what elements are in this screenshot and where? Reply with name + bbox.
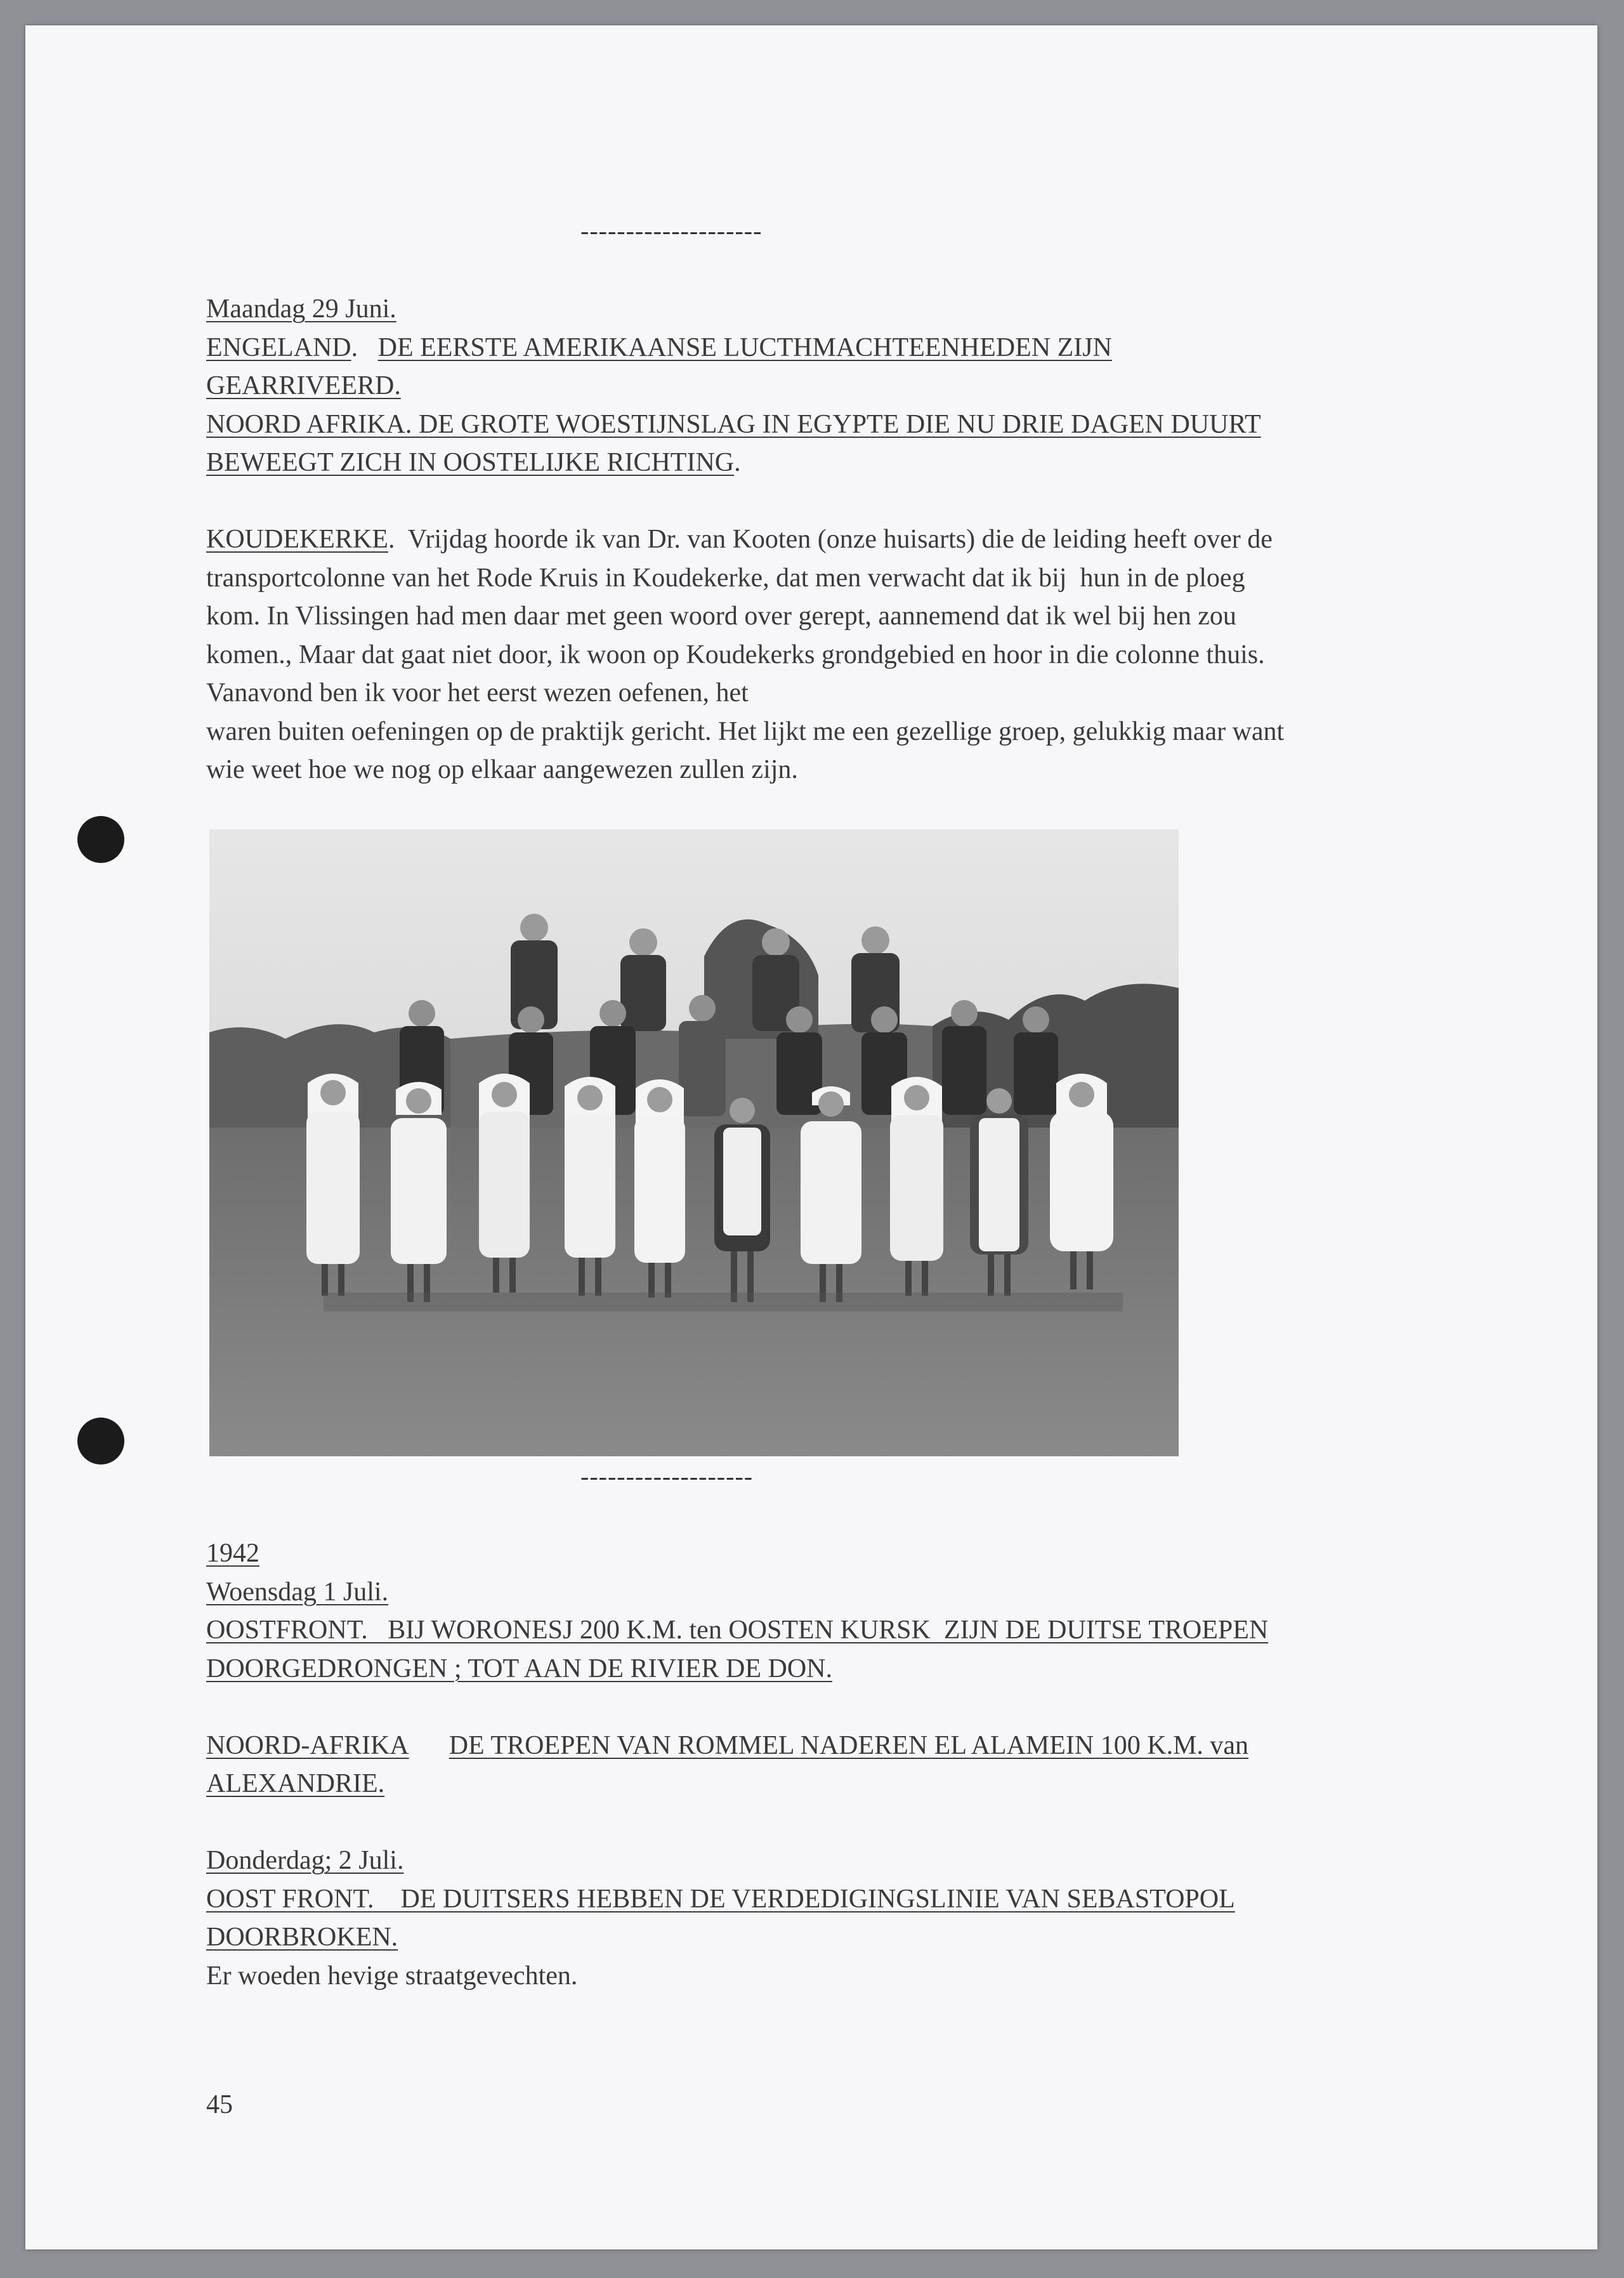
headline-noord-afrika-cont: ALEXANDRIE.	[206, 1769, 385, 1798]
paragraph-line: kom. In Vlissingen had men daar met geen woord over gerept, aannemend dat ik wel bij hen zou	[206, 602, 1236, 631]
headline-noord-afrika-cont: BEWEEGT ZICH IN OOSTELIJKE RICHTING	[206, 448, 735, 477]
entry-date: Woensdag 1 Juli.	[206, 1577, 389, 1607]
entry-year: 1942	[206, 1539, 259, 1568]
headline-oost-front-cont: DOORBROKEN.	[206, 1923, 398, 1952]
punch-hole-top	[77, 816, 124, 863]
headline-engeland: DE EERSTE AMERIKAANSE LUCTHMACHTEENHEDEN ZIJN	[377, 332, 1112, 362]
headline-engeland-cont: GEARRIVEERD.	[206, 371, 401, 400]
headline-oost-front: OOST FRONT. DE DUITSERS HEBBEN DE VERDEDIGINGSLINIE VAN SEBASTOPOL	[206, 1884, 1235, 1914]
page-number: 45	[206, 2090, 233, 2119]
separator-mid: -------------------	[580, 1462, 754, 1491]
headline-label-engeland: ENGELAND	[206, 332, 351, 362]
separator-top: --------------------	[580, 216, 763, 245]
paragraph-line: Vanavond ben ik voor het eerst wezen oefenen, het	[206, 678, 749, 708]
group-photograph	[209, 829, 1179, 1456]
entry-date: Donderdag; 2 Juli.	[206, 1846, 404, 1875]
paragraph-line: Vrijdag hoorde ik van Dr. van Kooten (onze huisarts) die de leiding heeft over de	[395, 525, 1273, 554]
paragraph-line: waren buiten oefeningen op de praktijk gericht. Het lijkt me een gezellige groep, gelukkig maar want	[206, 716, 1285, 746]
entry-june-29: Maandag 29 Juni. ENGELAND. DE EERSTE AMERIKAANSE LUCTHMACHTEENHEDEN ZIJN GEARRIVEERD. NOORD AFRIKA. DE GROTE WOESTIJNSLAG IN EGYPTE DIE NU DRIE DAGEN DUURT BEWEEGT ZICH IN OOSTELIJKE RICHTING. KOUDEKERKE. Vrijdag hoorde ik van Dr. van Kooten (onze huisarts) die de leiding heeft over de transportcolonne van het Rode Kruis in Koudekerke, dat men verwacht dat ik bij hun in de ploeg kom. In Vlissingen had men daar met geen woord over gerept, aannemend dat ik wel bij hen zou komen., Maar dat gaat niet door, ik woon op Koudekerks grondgebied en hoor in die colonne thuis. Vanavond ben ik voor het eerst wezen oefenen, het waren buiten oefeningen op de praktijk gericht. Het lijkt me een gezellige groep, gelukkig maar want wie weet hoe we nog op elkaar aangewezen zullen zijn.	[206, 290, 1424, 789]
headline-noord-afrika: NOORD AFRIKA. DE GROTE WOESTIJNSLAG IN EGYPTE DIE NU DRIE DAGEN DUURT	[206, 409, 1261, 439]
paragraph-line: transportcolonne van het Rode Kruis in Koudekerke, dat men verwacht dat ik bij hun in de ploeg	[206, 563, 1245, 593]
paragraph-line: wie weet hoe we nog op elkaar aangewezen zullen zijn.	[206, 755, 798, 784]
headline-oostfront-cont: DOORGEDRONGEN ; TOT AAN DE RIVIER DE DON.	[206, 1654, 832, 1683]
entry-july-1942	[206, 1534, 1424, 1995]
entry-date: Maandag 29 Juni.	[206, 294, 396, 324]
headline-label-noord-afrika: NOORD-AFRIKA	[206, 1730, 409, 1760]
paragraph-line: komen., Maar dat gaat niet door, ik woon op Koudekerks grondgebied en hoor in die colonne thuis.	[206, 640, 1265, 669]
headline-oostfront: OOSTFRONT. BIJ WORONESJ 200 K.M. ten OOSTEN KURSK ZIJN DE DUITSE TROEPEN	[206, 1616, 1269, 1645]
headline-noord-afrika: DE TROEPEN VAN ROMMEL NADEREN EL ALAMEIN 100 K.M. van	[449, 1730, 1249, 1760]
punch-hole-bottom	[77, 1418, 124, 1465]
paragraph-line: Er woeden hevige straatgevechten.	[206, 1961, 578, 1991]
paragraph-label-koudekerke: KOUDEKERKE	[206, 525, 388, 554]
